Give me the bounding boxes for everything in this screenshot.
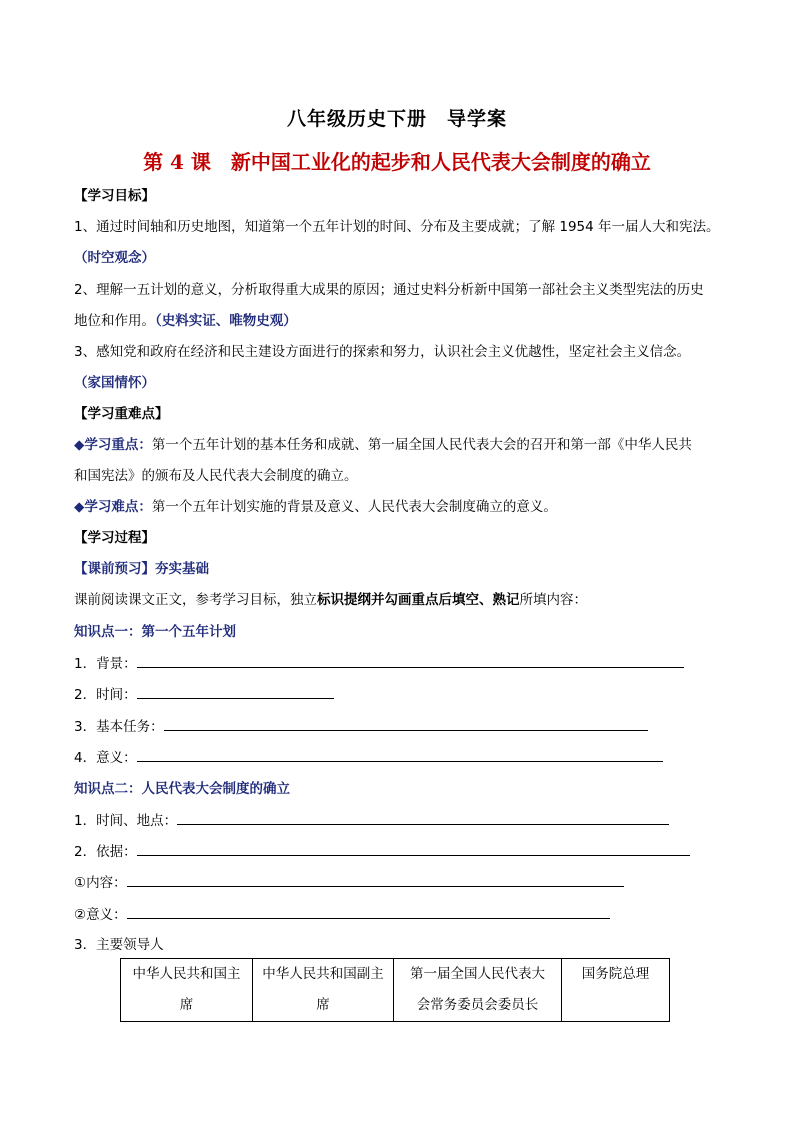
- instruction-end: 所填内容：: [519, 592, 587, 608]
- focus-line-1: [74, 435, 692, 455]
- k2-time-place-row: [74, 810, 669, 831]
- table-cell-chairman: [121, 959, 253, 1022]
- document-title: 八年级历史下册 导学案: [286, 108, 507, 130]
- instruction-start: 课前阅读课文正文，参考学习目标，独立: [74, 592, 317, 608]
- objective-1-tag: （时空观念）: [74, 250, 155, 266]
- difficulty-label: ◆学习难点：: [74, 499, 152, 515]
- k1-meaning-blank[interactable]: [137, 747, 663, 762]
- cell-text: 会常务委员会委员长: [416, 997, 539, 1013]
- objective-1-text: 1、通过时间轴和历史地图，知道第一个五年计划的时间、分布及主要成就；了解 1954 年一届人大和宪法。: [74, 219, 720, 235]
- k1-background-row: [74, 653, 684, 674]
- k1-background-label: 1．背景：: [74, 656, 137, 672]
- k1-meaning-label: 4．意义：: [74, 750, 137, 766]
- cell-text: 中华人民共和国主: [132, 966, 241, 982]
- knowledge-1-heading: 知识点一：第一个五年计划: [74, 624, 236, 640]
- cell-text: 席: [179, 997, 194, 1013]
- objective-3-tag: （家国情怀）: [74, 375, 155, 391]
- table-cell-npc-chairman: [394, 959, 562, 1022]
- table-row: [121, 959, 670, 1022]
- k2-content-label: ①内容：: [74, 875, 127, 891]
- leaders-table: [120, 958, 670, 1022]
- preview-instruction: [74, 590, 587, 610]
- k1-task-label: 3．基本任务：: [74, 719, 164, 735]
- objective-2-text: 2、理解一五计划的意义，分析取得重大成果的原因；通过史料分析新中国第一部社会主义类型宪法的历史: [74, 282, 704, 298]
- table-cell-vice-chairman: [253, 959, 394, 1022]
- k1-task-row: [74, 716, 648, 737]
- cell-text: 国务院总理: [581, 966, 650, 982]
- objective-2-text-end: 地位和作用。: [74, 313, 155, 329]
- k2-leaders-label: 3．主要领导人: [74, 937, 164, 953]
- difficulty-text: 第一个五年计划实施的背景及意义、人民代表大会制度确立的意义。: [151, 499, 557, 515]
- k2-meaning-blank[interactable]: [127, 904, 610, 919]
- k2-meaning-row: [74, 904, 610, 925]
- k2-time-place-label: 1．时间、地点：: [74, 813, 178, 829]
- table-cell-premier: [562, 959, 670, 1022]
- objectives-heading: 【学习目标】: [74, 188, 155, 204]
- objective-3-text: 3、感知党和政府在经济和民主建设方面进行的探索和努力，认识社会主义优越性，坚定社会主义信念。: [74, 344, 691, 360]
- k1-time-blank[interactable]: [137, 684, 334, 699]
- k2-basis-blank[interactable]: [137, 841, 690, 856]
- cell-text: 中华人民共和国副主: [262, 966, 384, 982]
- k1-time-label: 2．时间：: [74, 687, 137, 703]
- knowledge-2-heading: 知识点二：人民代表大会制度的确立: [74, 781, 290, 797]
- cell-text: 第一届全国人民代表大: [410, 966, 545, 982]
- focus-text-cont: 和国宪法》的颁布及人民代表大会制度的确立。: [74, 468, 358, 484]
- k2-content-blank[interactable]: [127, 872, 624, 887]
- key-points-heading: 【学习重难点】: [74, 406, 169, 422]
- cell-text: 席: [316, 997, 330, 1013]
- objective-2-tag: （史料实证、唯物史观）: [155, 313, 297, 329]
- focus-label: ◆学习重点：: [74, 437, 152, 453]
- k1-meaning-row: [74, 747, 663, 768]
- process-heading: 【学习过程】: [74, 530, 155, 546]
- objective-2-text-cont: [74, 311, 297, 331]
- difficulty-line: [74, 497, 557, 517]
- instruction-emphasis: 标识提纲并勾画重点后填空、熟记: [317, 592, 520, 608]
- k1-background-blank[interactable]: [137, 653, 684, 668]
- k2-basis-label: 2．依据：: [74, 844, 137, 860]
- k2-content-row: [74, 872, 624, 893]
- k2-time-place-blank[interactable]: [177, 810, 669, 825]
- focus-text: 第一个五年计划的基本任务和成就、第一届全国人民代表大会的召开和第一部《中华人民共: [151, 437, 692, 453]
- k1-time-row: [74, 684, 334, 705]
- k2-basis-row: [74, 841, 690, 862]
- k2-meaning-label: ②意义：: [74, 907, 127, 923]
- k1-task-blank[interactable]: [164, 716, 648, 731]
- lesson-title: 第 4 课 新中国工业化的起步和人民代表大会制度的确立: [143, 150, 651, 174]
- preview-label: 【课前预习】夯实基础: [74, 561, 209, 577]
